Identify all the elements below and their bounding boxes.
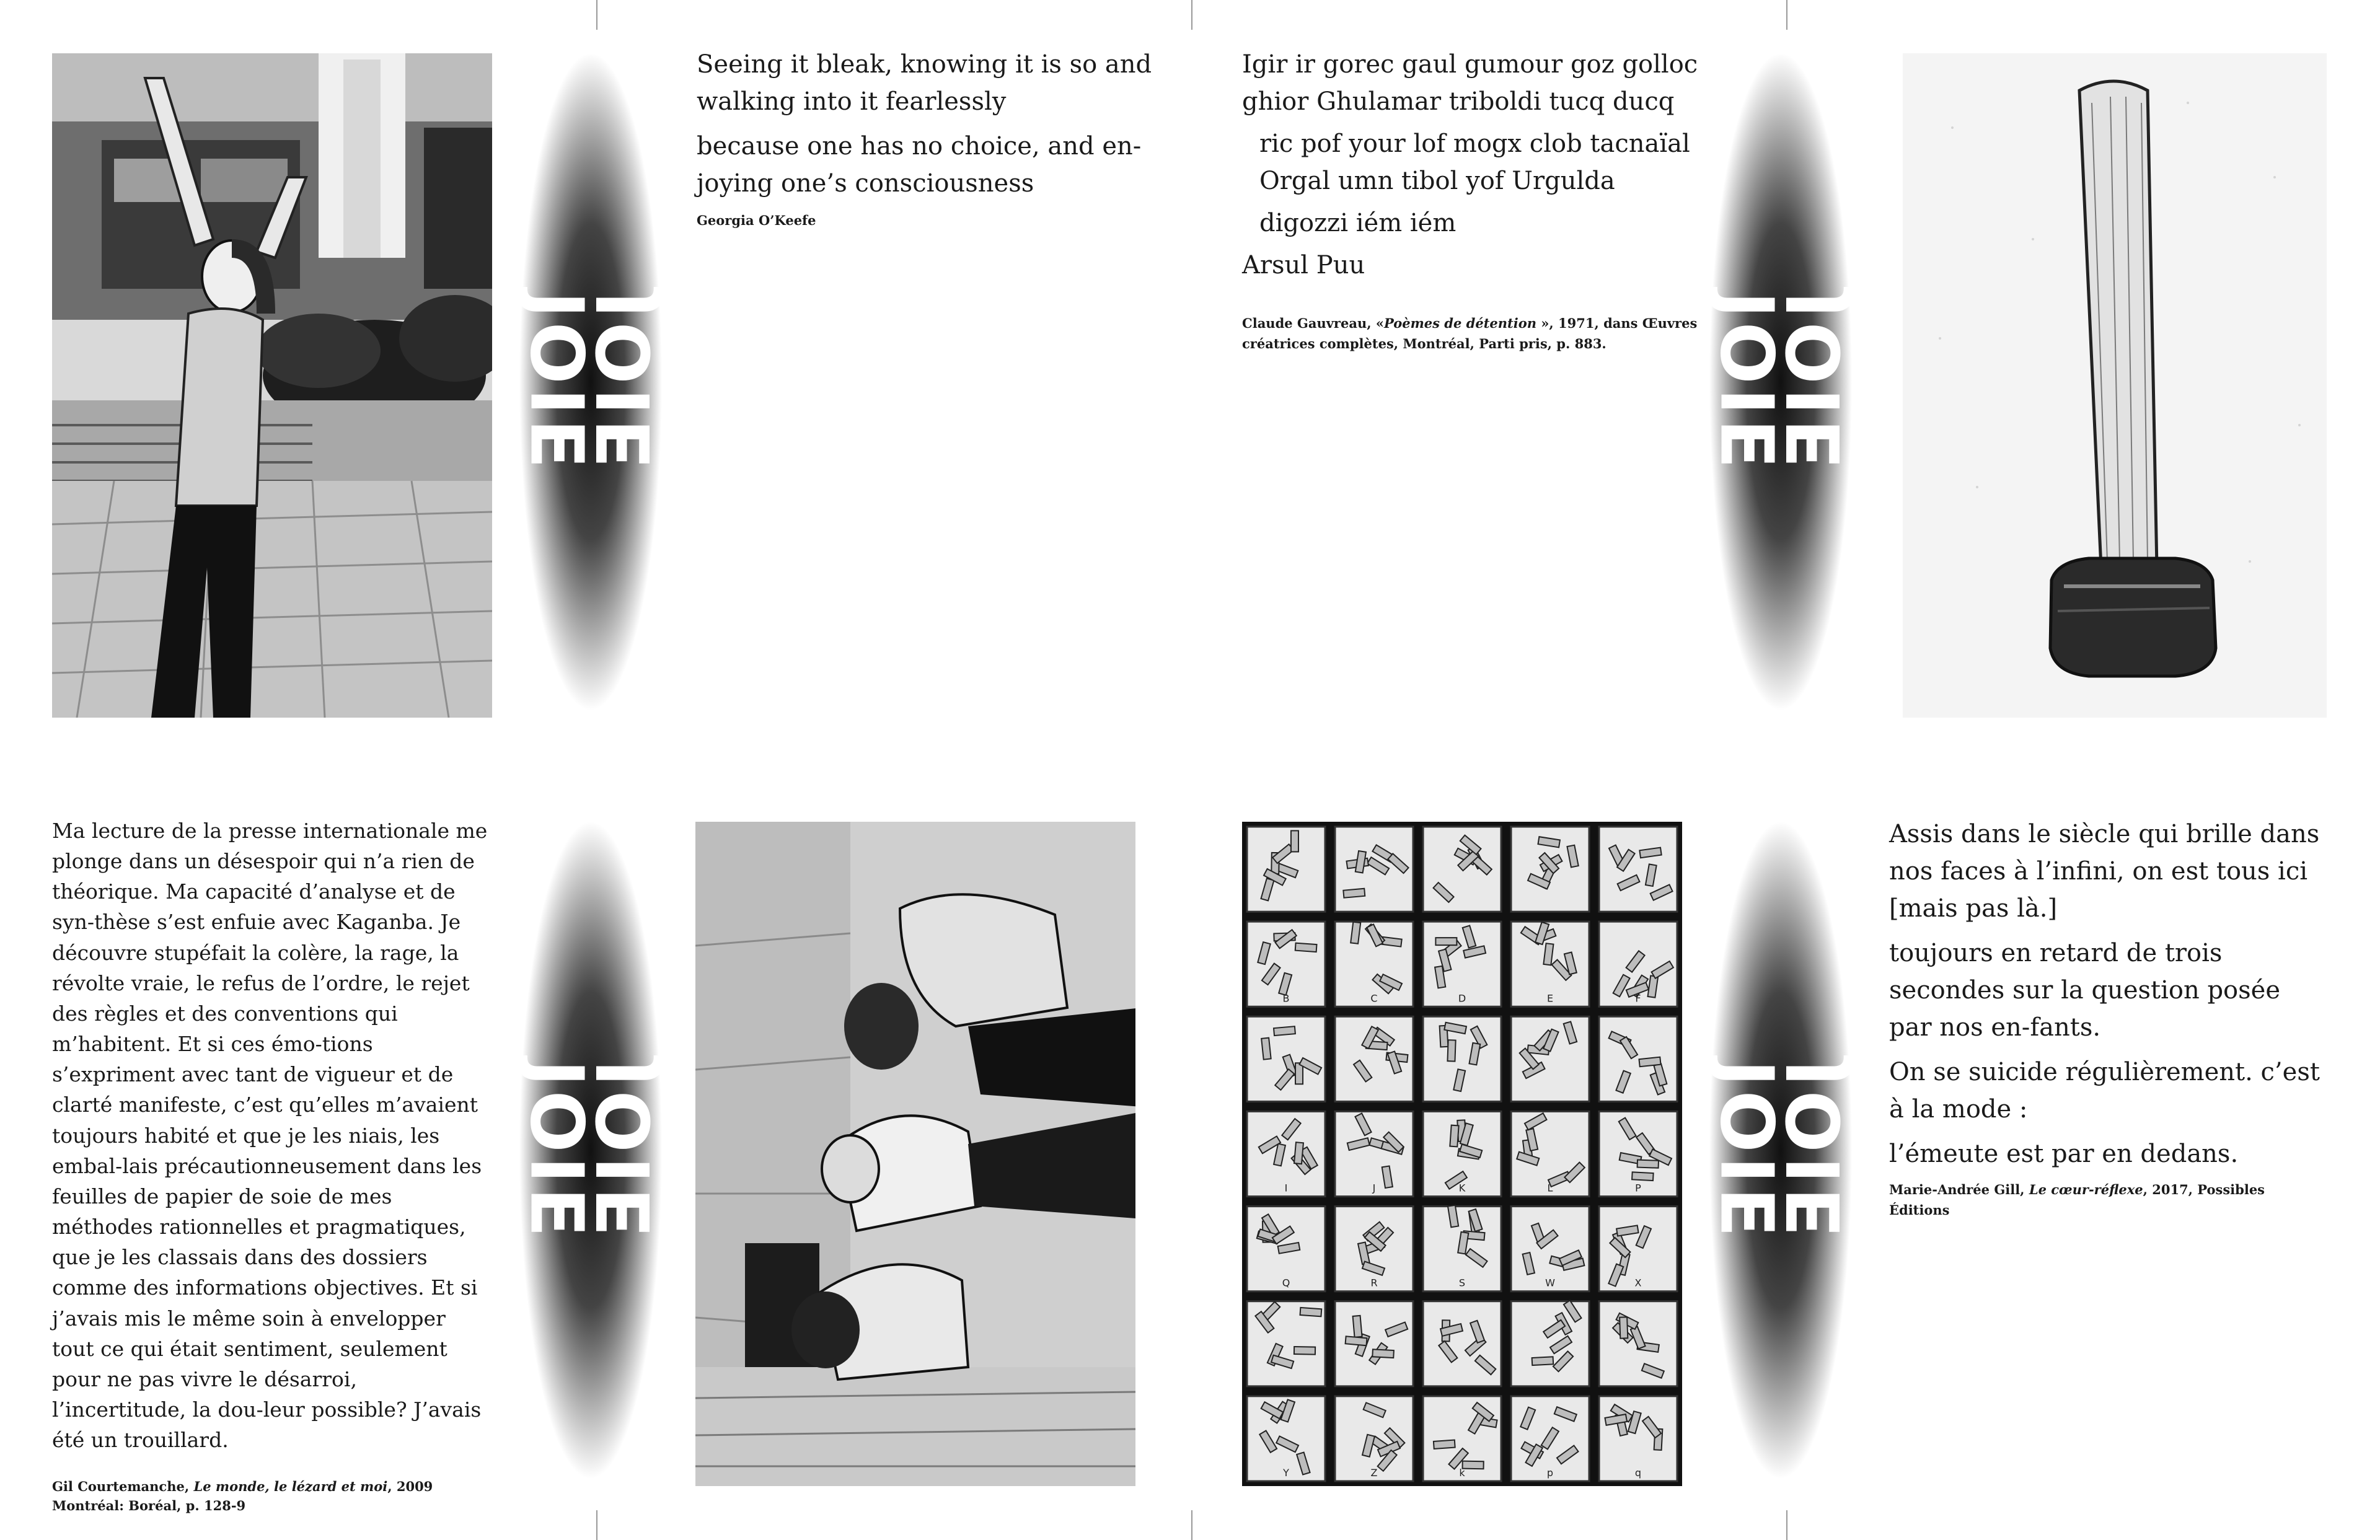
crop-mark [596,1510,597,1540]
crop-mark [1191,1510,1192,1540]
type-case-letter: p [1546,1467,1554,1479]
prose-source: Gil Courtemanche, Le monde, le lézard et moi, 2009 Montréal: Boréal, p. 128-9 [52,1479,433,1513]
quote-stanza: On se suicide régulièrement. c’est à la mode : [1889,1058,2320,1124]
panel-a-quote [697,46,1155,231]
type-case-letter: J [1372,1182,1376,1194]
type-case-letter: R [1370,1277,1378,1289]
crop-mark [1191,0,1192,30]
prose-paragraph: Ma lecture de la presse internationale me plonge dans un désespoir qui n’a rien de théorique. Ma capacité d’analyse et de syn-thèse s’est enfuie avec Kaganba. Je découvre stupéfait la colère, la rage, la révolte vraie, le refus de l’ordre, le rejet des règles et des conventions qui m’habitent. Et si ces émo-tions s’expriment avec tant de vigueur et de clarté manifeste, c’est qu’elles m’avaient toujours habité et que je les niais, les embal-lais précautionneusement dans les feuilles de papier de soie de mes méthodes rationnelles et pragmatiques, que je les classais dans des dossiers comme des informations objectives. Et si j’avais mis le même soin à envelopper tout ce qui était sentiment, seulement pour ne pas vivre le désarroi, l’incertitude, la dou-leur possible? J’avais été un trouillard. [52,819,488,1453]
poem-source: Claude Gauvreau, «Poèmes de détention », 1971, dans Œuvres créatrices complètes, Montréal, Parti pris, p. 883. [1242,315,1698,351]
hammer-illustration [1903,53,2327,718]
quote-stanza: l’émeute est par en dedans. [1889,1140,2239,1168]
crop-mark [1786,0,1787,30]
type-case-letter: k [1459,1467,1465,1479]
type-case-letter: Q [1282,1277,1290,1289]
type-case-letter: Z [1370,1467,1378,1479]
people-photo-drawing [695,822,1135,1486]
panel-b-poem [1242,46,1701,354]
type-case-letter: K [1458,1182,1466,1194]
type-case-letter: F [1635,992,1641,1005]
joie-title: JOIE JOIE [514,1059,667,1241]
panel-c-prose [52,816,492,1515]
quote-stanza: Seeing it bleak, knowing it is so and walking into it fearlessly [697,50,1152,116]
type-case-letter: D [1458,992,1466,1005]
poem-line: ric pof your lof mogx clob tacnaïal Orgal umn tibol yof Urgulda [1259,130,1690,195]
crop-mark [596,0,597,30]
quote-stanza: toujours en retard de trois secondes sur la question posée par nos en-fants. [1889,939,2280,1042]
joie-title: JOIE JOIE [1704,291,1857,473]
joie-title: JOIE JOIE [514,291,667,473]
woman-arms-raised-photo [52,53,492,718]
joie-banner [1704,53,1857,710]
type-case-letter: I [1284,1182,1288,1194]
type-case-letter: C [1370,992,1378,1005]
poem-line: Igir ir gorec gaul gumour goz golloc ghior Ghulamar triboldi tucq ducq [1242,50,1698,116]
type-case-letter: L [1547,1182,1553,1194]
poem-line: digozzi iém iém [1259,209,1457,237]
type-case-letter: P [1635,1182,1641,1194]
type-case-letter: S [1458,1277,1466,1289]
type-case-letter: B [1282,992,1290,1005]
quote-source: Georgia O’Keefe [697,213,816,228]
poem-line: Arsul Puu [1242,251,1365,279]
quote-source: Marie-Andrée Gill, Le cœur-réflexe, 2017, Possibles Éditions [1889,1182,2265,1218]
crop-mark [1786,1510,1787,1540]
joie-banner [1704,822,1857,1479]
quote-stanza: because one has no choice, and en-joying one’s consciousness [697,132,1142,198]
joie-banner [514,53,667,710]
panel-d-quote [1889,816,2329,1220]
type-case-letter: q [1634,1467,1642,1479]
type-case-drawing [1242,822,1682,1486]
type-case-letter: W [1545,1277,1555,1289]
three-people-rotated-photo [695,822,1135,1486]
type-case-letter: Y [1283,1467,1289,1479]
joie-title: JOIE JOIE [1704,1059,1857,1241]
type-case-letter: E [1546,992,1554,1005]
joie-banner [514,822,667,1479]
type-case-letter: X [1634,1277,1642,1289]
woman-photo-drawing [52,53,492,718]
quote-stanza: Assis dans le siècle qui brille dans nos faces à l’infini, on est tous ici [mais pas là.] [1889,820,2320,923]
letter-type-case-photo [1242,822,1682,1486]
hammer-drawing [1903,53,2327,718]
